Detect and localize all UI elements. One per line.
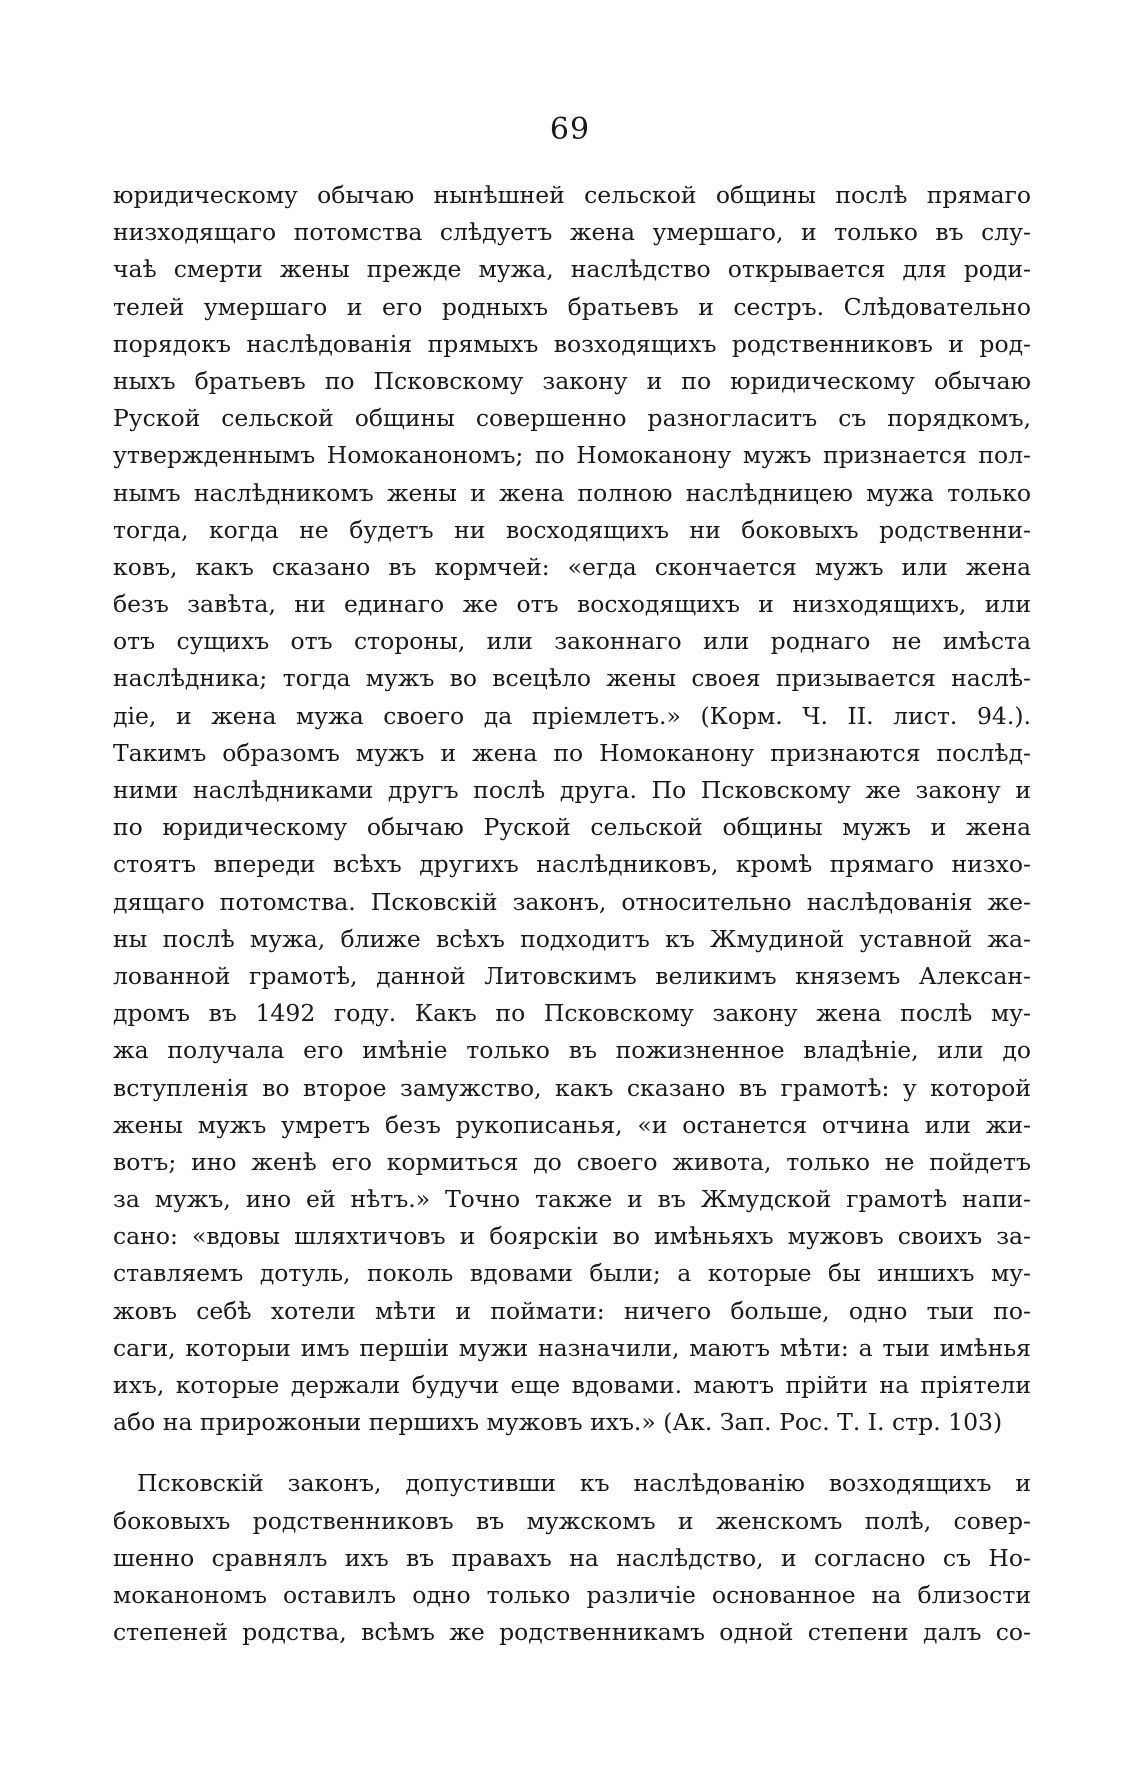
text-line: низходящаго потомства слѣдуетъ жена умершаго, и только въ слу- [113, 218, 1031, 247]
text-line: ними наслѣдниками другъ послѣ друга. По Псковскому же закону и [113, 776, 1031, 804]
paragraph-2 [113, 1465, 1031, 1651]
body-text [113, 177, 1031, 1651]
text-line: степеней родства, всѣмъ же родственникамъ одной степени далъ со- [113, 1618, 1031, 1647]
paragraph-spacer [113, 1441, 1031, 1465]
text-line: безъ завѣта, ни единаго же отъ восходящихъ и низходящихъ, или [113, 590, 1031, 619]
text-line: шенно сравнялъ ихъ въ правахъ на наслѣдство, и согласно съ Но- [113, 1543, 1031, 1572]
text-line: чаѣ смерти жены прежде мужа, наслѣдство открывается для роди- [113, 255, 1031, 284]
text-line: Руской сельской общины совершенно разногласитъ съ порядкомъ, [113, 404, 1031, 433]
text-line: лованной грамотѣ, данной Литовскимъ великимъ княземъ Алексан- [113, 961, 1031, 990]
text-line: отъ сущихъ отъ стороны, или законнаго или роднаго не имѣста [113, 627, 1031, 656]
text-line: або на прирожоныи першихъ мужовъ ихъ.» (Ак. Зап. Рос. Т. I. стр. 103) [113, 1408, 1003, 1437]
text-line: сано: «вдовы шляхтичовъ и боярскіи во имѣньяхъ мужовъ своихъ за- [113, 1222, 1031, 1251]
text-line: порядокъ наслѣдованія прямыхъ возходящихъ родственниковъ и род- [113, 329, 1031, 358]
text-line: за мужъ, ино ей нѣтъ.» Точно также и въ Жмудской грамотѣ напи- [113, 1185, 1031, 1214]
text-line: саги, которыи имъ першіи мужи назначили, маютъ мѣти: а тыи имѣнья [113, 1333, 1031, 1362]
text-line: по юридическому обычаю Руской сельской общины мужъ и жена [113, 813, 1031, 842]
text-line: телей умершаго и его родныхъ братьевъ и сестръ. Слѣдовательно [113, 292, 1031, 321]
text-line: ныхъ братьевъ по Псковскому закону и по юридическому обычаю [113, 366, 1031, 395]
text-line: ковъ, какъ сказано въ кормчей: «егда скончается мужъ или жена [113, 552, 1031, 581]
text-line: стоятъ впереди всѣхъ другихъ наслѣдниковъ, кромѣ прямаго низхо- [113, 850, 1031, 879]
text-line: ны послѣ мужа, ближе всѣхъ подходитъ къ Жмудиной уставной жа- [113, 924, 1031, 953]
text-line: Такимъ образомъ мужъ и жена по Номоканону признаются послѣд- [113, 738, 1031, 767]
text-line: жовъ себѣ хотели мѣти и поймати: ничего больше, одно тыи по- [113, 1296, 1031, 1325]
page-number: 69 [549, 112, 591, 147]
text-line: тогда, когда не будетъ ни восходящихъ ни боковыхъ родственни- [113, 515, 1031, 544]
text-line: утвержденнымъ Номоканономъ; по Номоканону мужъ признается пол- [113, 441, 1031, 470]
paragraph-1 [113, 177, 1031, 1441]
text-line: наслѣдника; тогда мужъ во всецѣло жены своея призывается наслѣ- [113, 664, 1031, 693]
text-line: діе, и жена мужа своего да пріемлетъ.» (Корм. Ч. II. лист. 94.). [113, 701, 1031, 730]
text-line: дромъ въ 1492 году. Какъ по Псковскому закону жена послѣ му- [113, 999, 1031, 1028]
text-line: юридическому обычаю нынѣшней сельской общины послѣ прямаго [113, 181, 1031, 209]
text-line: Псковскій законъ, допустивши къ наслѣдованію возходящихъ и [137, 1469, 1031, 1498]
text-line: боковыхъ родственниковъ въ мужскомъ и женскомъ полѣ, совер- [113, 1506, 1031, 1535]
text-line: жа получала его имѣніе только въ пожизненное владѣніе, или до [113, 1036, 1031, 1065]
text-line: вотъ; ино женѣ его кормиться до своего живота, только не пойдетъ [113, 1147, 1031, 1176]
text-line: ставляемъ дотуль, поколь вдовами были; а которые бы иншихъ му- [113, 1259, 1031, 1288]
text-line: ихъ, которые держали будучи еще вдовами. маютъ прійти на пріятели [113, 1371, 1031, 1399]
text-line: вступленія во второе замужство, какъ сказано въ грамотѣ: у которой [113, 1073, 1031, 1102]
text-line: моканономъ оставилъ одно только различіе основанное на близости [113, 1580, 1031, 1609]
text-line: жены мужъ умретъ безъ рукописанья, «и останется отчина или жи- [113, 1110, 1031, 1139]
text-line: дящаго потомства. Псковскій законъ, относительно наслѣдованія же- [113, 887, 1031, 916]
text-line: нымъ наслѣдникомъ жены и жена полною наслѣдницею мужа только [113, 478, 1031, 507]
